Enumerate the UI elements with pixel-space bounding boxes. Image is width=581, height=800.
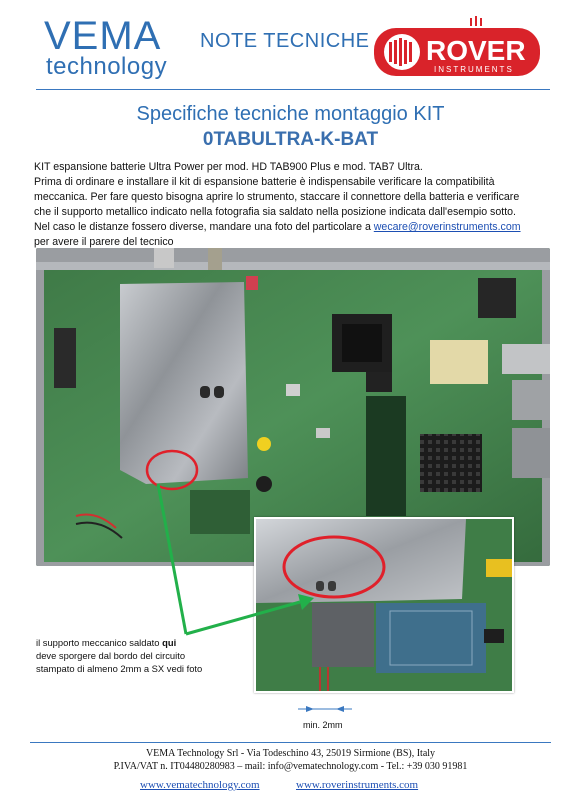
footer-address: VEMA Technology Srl - Via Todeschino 43, 25019 Sirmione (BS), Italy	[145, 748, 436, 759]
callout-emphasis: qui	[162, 637, 177, 648]
instructions-line-text: Nel caso le distanze fossero diverse, mandare una foto del particolare a	[34, 221, 374, 233]
footer-link-rover[interactable]: www.roverinstruments.com	[296, 779, 419, 791]
callout-text: il supporto meccanico saldato	[36, 637, 163, 648]
callout-line	[36, 636, 246, 649]
instructions-line: KIT espansione batterie Ultra Power per mod. HD TAB900 Plus e mod. TAB7 Ultra.	[34, 161, 423, 173]
instructions-line: meccanica. Per fare questo bisogna aprire lo strumento, staccare il connettore della batteria e verificare	[34, 191, 520, 203]
measurement-label: min. 2mm	[303, 720, 343, 730]
footer-link-vema[interactable]: www.vematechnology.com	[140, 779, 260, 791]
kit-code: 0TABULTRA-K-BAT	[202, 129, 379, 150]
rover-logo-subtitle: INSTRUMENTS	[434, 65, 514, 74]
support-email-link[interactable]: wecare@roverinstruments.com	[373, 221, 521, 233]
vema-logo-subtitle: technology	[46, 53, 168, 80]
footer-contacts: P.IVA/VAT n. IT04480280983 – mail: info@vematechnology.com - Tel.: +39 030 91981	[113, 761, 468, 772]
mounting-callout	[36, 636, 246, 675]
callout-line: stampato di almeno 2mm a SX vedi foto	[36, 663, 203, 674]
footer-divider	[30, 742, 551, 743]
section-title: NOTE TECNICHE	[200, 30, 370, 52]
instructions-line: per avere il parere del tecnico	[34, 236, 174, 248]
callout-line: deve sporgere dal bordo del circuito	[36, 650, 186, 661]
vema-logo-word: VEMA	[44, 14, 162, 58]
document-title: Specifiche tecniche montaggio KIT	[136, 103, 445, 125]
instructions-line: che il supporto metallico indicato nella fotografia sia saldato nella posizione indicata dall'esempio sotto.	[34, 206, 516, 218]
instructions-line: Prima di ordinare e installare il kit di espansione batterie è indispensabile verificare la compatibilità	[34, 176, 495, 188]
rover-logo-word: ROVER	[426, 35, 526, 66]
